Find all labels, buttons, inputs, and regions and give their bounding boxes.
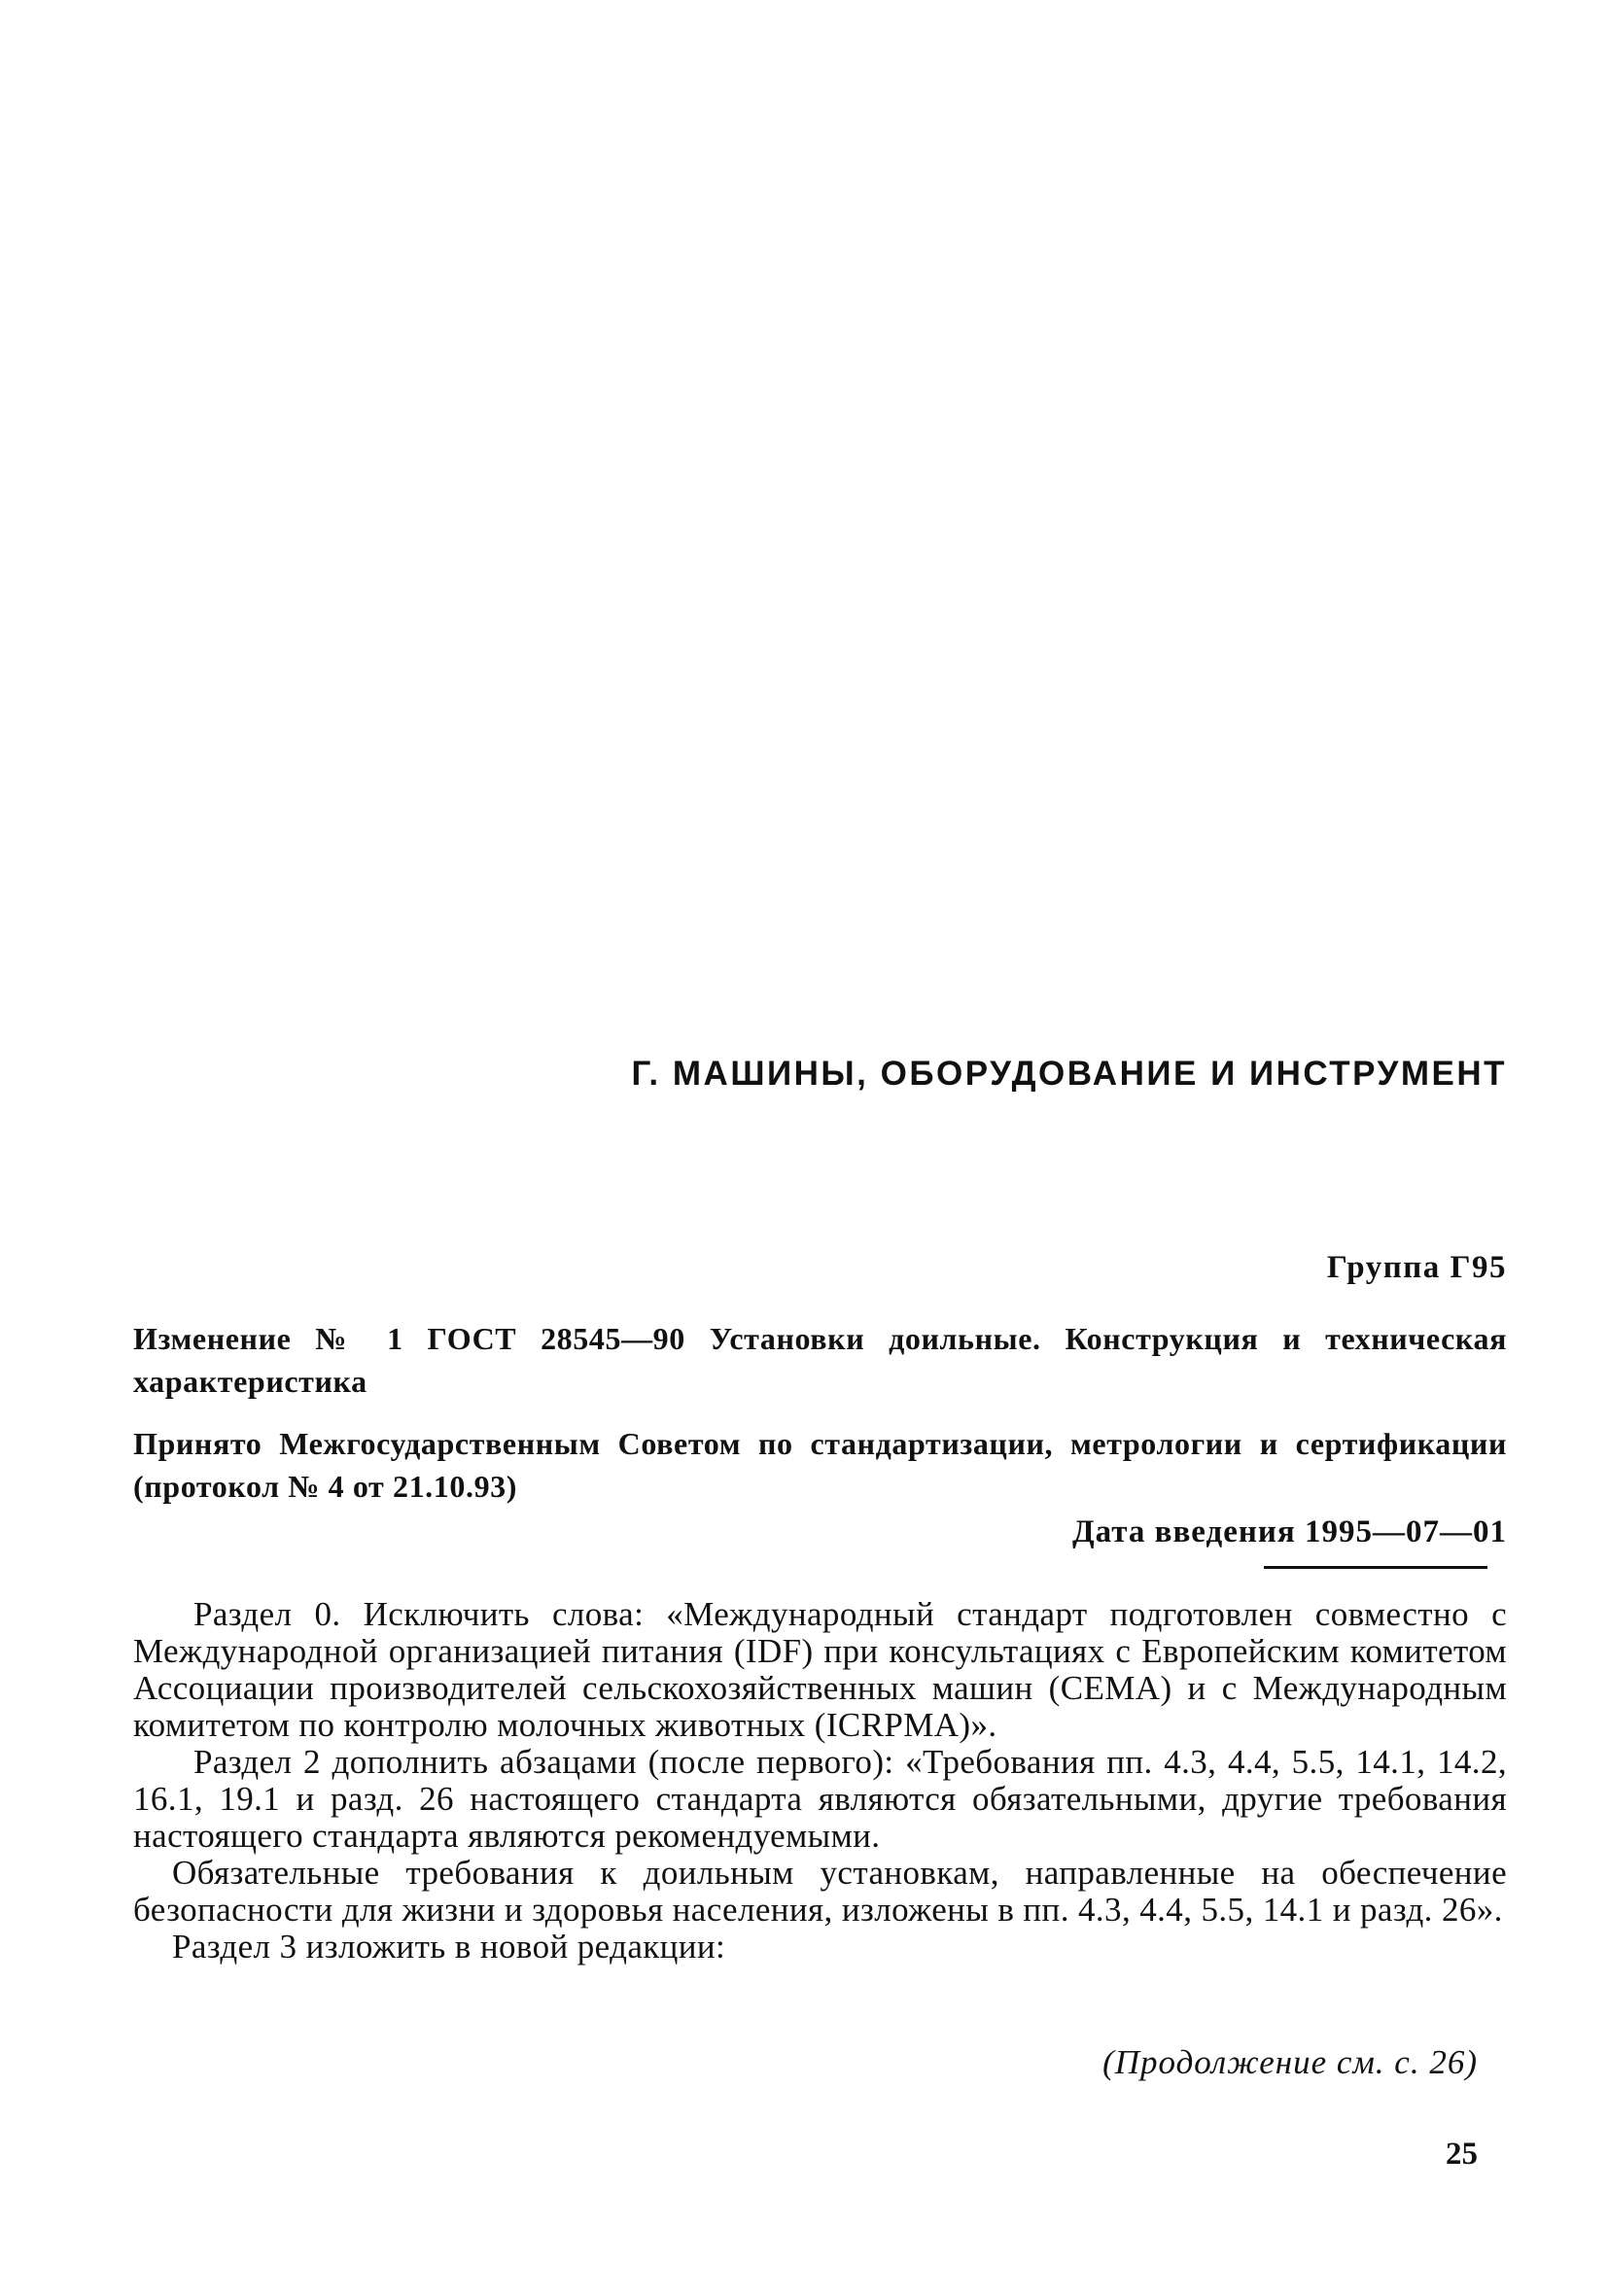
change-title: Изменение № 1 ГОСТ 28545—90 Установки доильные. Конструкция и техническая характеристика	[133, 1321, 1507, 1399]
paragraph-section-2: Раздел 2 дополнить абзацами (после первого): «Требования пп. 4.3, 4.4, 5.5, 14.1, 14.2, 16.1, 19.1 и разд. 26 настоящего стандарта являются обязательными, другие требования настоящего стандарта являются рекомендуемыми.	[133, 1743, 1507, 1855]
body-text	[133, 1596, 1507, 1966]
group-label: Группа Г95	[1326, 1250, 1507, 1285]
paragraph-section-0: Раздел 0. Исключить слова: «Международный стандарт подготовлен совместно с Международной организацией питания (IDF) при консультациях с Европейским комитетом Ассоциации производителей сельскохозяйственных машин (CEMA) и с Международным комитетом по контролю молочных животных (ICRPMA)».	[133, 1595, 1507, 1744]
continued-note: (Продолжение см. с. 26)	[1102, 2043, 1478, 2081]
date-underline	[1264, 1566, 1487, 1569]
adopted-statement: Принято Межгосударственным Советом по стандартизации, метрологии и сертификации (протокол № 4 от 21.10.93)	[133, 1426, 1507, 1504]
page-number: 25	[1446, 2137, 1478, 2172]
paragraph-section-3: Раздел 3 изложить в новой редакции:	[172, 1928, 726, 1966]
effective-date: Дата введения 1995—07—01	[1071, 1514, 1507, 1549]
section-heading: Г. МАШИНЫ, ОБОРУДОВАНИЕ И ИНСТРУМЕНТ	[631, 1055, 1507, 1093]
paragraph-mandatory-requirements: Обязательные требования к доильным установкам, направленные на обеспечение безопасности для жизни и здоровья населения, изложены в пп. 4.3, 4.4, 5.5, 14.1 и разд. 26».	[133, 1854, 1507, 1929]
